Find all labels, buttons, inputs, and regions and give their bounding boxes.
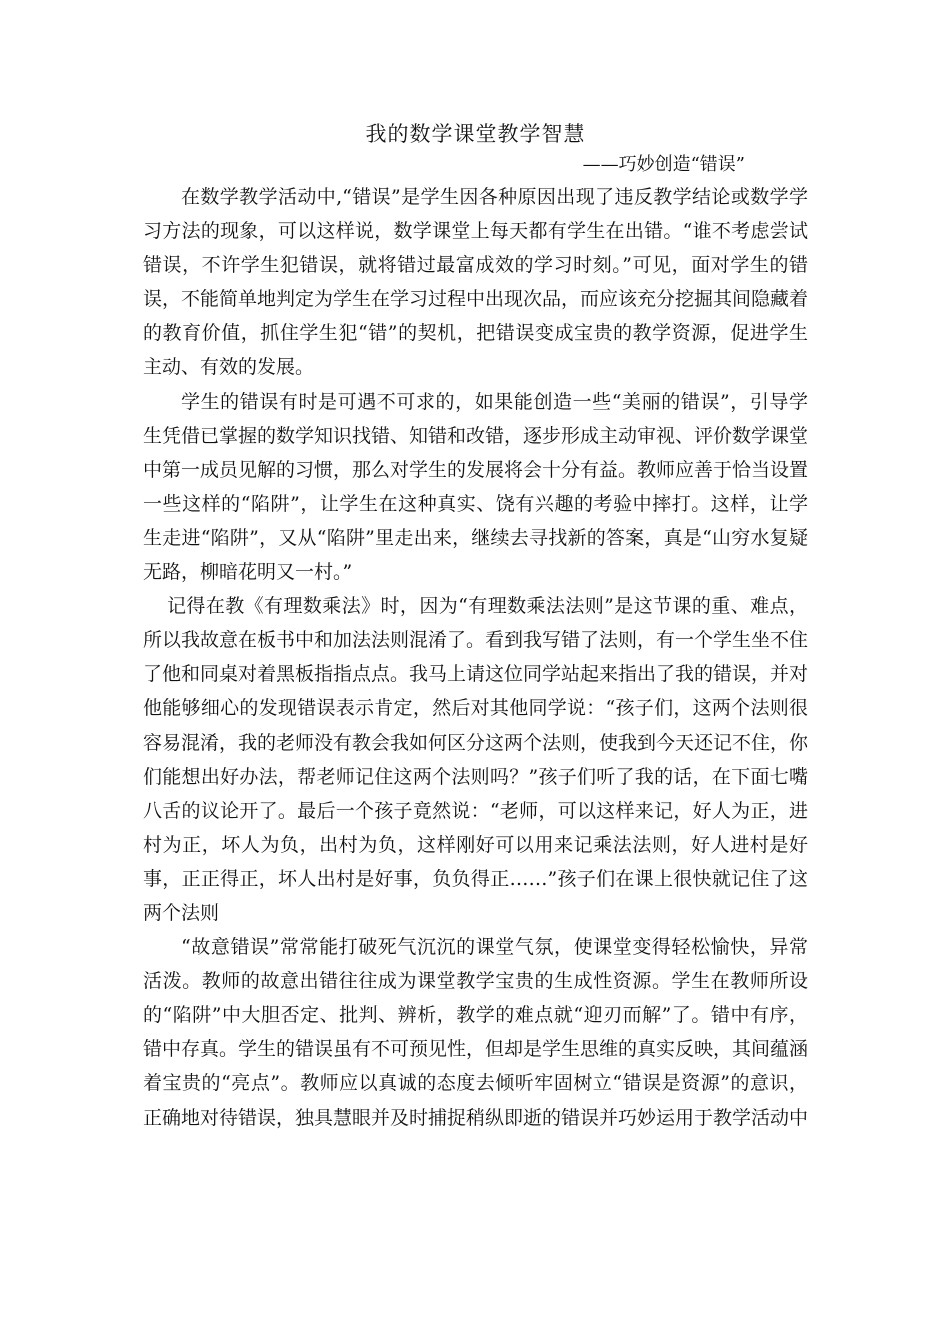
document-title: 我的数学课堂教学智慧 <box>365 122 586 146</box>
paragraph-4: “故意错误”常常能打破死气沉沉的课堂气氛，使课堂变得轻松愉快，异常活泼。教师的故意出错往往成为课堂教学宝贵的生成性资源。学生在教师所设的“陷阱”中大胆否定、批判、辨析，教学的难点就“迎刃而解”了。错中有序，错中存真。学生的错误虽有不可预见性，但却是学生思维的真实反映，其间蕴涵着宝贵的“亮点”。教师应以真诚的态度去倾听牢固树立“错误是资源”的意识，正确地对待错误，独具慧眼并及时捕捉稍纵即逝的错误并巧妙运用于教学活动中 <box>143 936 809 1129</box>
document-subtitle: ——巧妙创造“错误” <box>582 154 745 175</box>
paragraph-3: 记得在教《有理数乘法》时，因为“有理数乘法法则”是这节课的重、难点，所以我故意在板书中和加法法则混淆了。看到我写错了法则，有一个学生坐不住了他和同桌对着黑板指指点点。我马上请这位同学站起来指出了我的错误，并对他能够细心的发现错误表示肯定，然后对其他同学说：“孩子们，这两个法则很容易混淆，我的老师没有教会我如何区分这两个法则，使我到今天还记不住，你们能想出好办法，帮老师记住这两个法则吗？”孩子们听了我的话，在下面七嘴八舌的议论开了。最后一个孩子竟然说：“老师，可以这样来记，好人为正，进村为正，坏人为负，出村为负，这样刚好可以用来记乘法法则，好人进村是好事，正正得正，坏人出村是好事，负负得正……”孩子们在课上很快就记住了这两个法则 <box>143 595 809 924</box>
paragraph-2: 学生的错误有时是可遇不可求的，如果能创造一些“美丽的错误”，引导学生凭借已掌握的数学知识找错、知错和改错，逐步形成主动审视、评价数学课堂中第一成员见解的习惯，那么对学生的发展将会十分有益。教师应善于恰当设置一些这样的“陷阱”，让学生在这种真实、饶有兴趣的考验中摔打。这样，让学生走进“陷阱”，又从“陷阱”里走出来，继续去寻找新的答案，真是“山穷水复疑无路，柳暗花明又一村。” <box>143 390 809 584</box>
paragraph-1: 在数学教学活动中,“错误”是学生因各种原因出现了违反教学结论或数学学习方法的现象，可以这样说，数学课堂上每天都有学生在出错。“谁不考虑尝试错误，不许学生犯错误，就将错过最富成效的学习时刻。”可见，面对学生的错误，不能简单地判定为学生在学习过程中出现次品，而应该充分挖掘其间隐藏着的教育价值，抓住学生犯“错”的契机，把错误变成宝贵的教学资源，促进学生主动、有效的发展。 <box>143 186 809 379</box>
document-page <box>143 118 808 1135</box>
